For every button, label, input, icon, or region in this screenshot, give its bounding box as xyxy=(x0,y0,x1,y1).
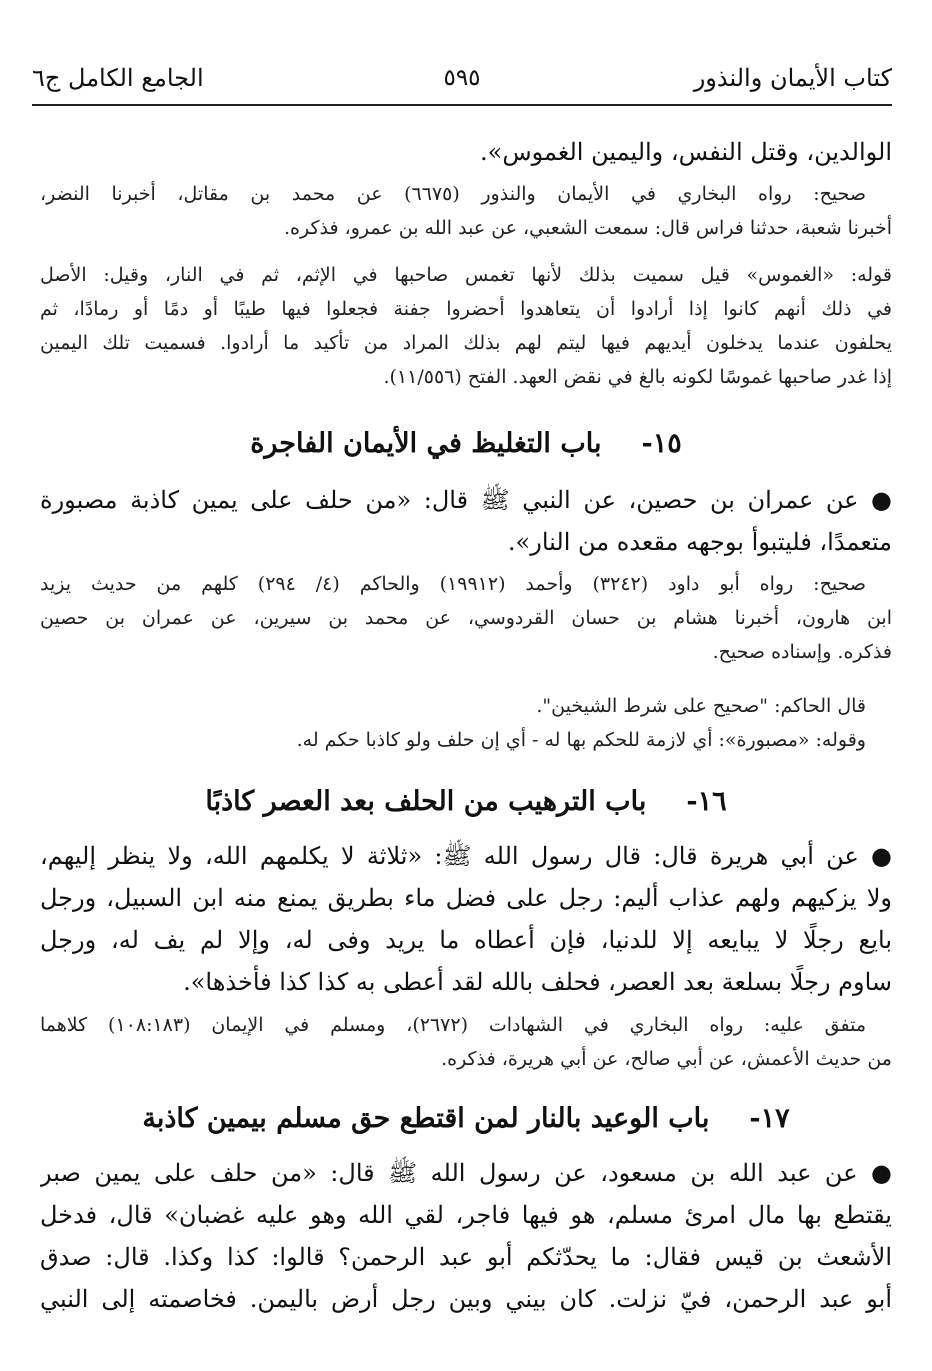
gloss-line: قوله: «الغموس» قيل سميت بذلك لأنها تغمس صاحبها في الإثم، ثم في النار، وقيل: الأصل xyxy=(40,264,892,286)
hadith-line: بايع رجلًا لا يبايعه إلا للدنيا، فإن أعطاه ما يريد وفى له، وإلا لم يف له، ورجل xyxy=(40,926,892,954)
hadith-line: ● عن عبد الله بن مسعود، عن رسول الله ﷺ قال: «من حلف على يمين صبر xyxy=(40,1159,892,1187)
chapter-heading-17 xyxy=(40,1097,892,1141)
book-title: الجامع الكامل ج٦ xyxy=(32,64,204,92)
gloss-line: إذا غدر صاحبها غموسًا لكونه بالغ في نقض العهد. الفتح (١١/٥٥٦). xyxy=(383,366,892,388)
takhrij-line: فذكره. وإسناده صحيح. xyxy=(712,641,892,663)
hadith-line: الوالدين، وقتل النفس، واليمين الغموس». xyxy=(480,138,892,166)
hadith-text xyxy=(40,479,892,563)
page-number: ٥٩٥ xyxy=(443,65,481,91)
hadith-line: ولا يزكيهم ولهم عذاب أليم: رجل على فضل ماء بطريق يمنع منه ابن السبيل، ورجل xyxy=(40,884,892,912)
gloss-line: يحلفون عندما يدخلون أيديهم فيها ليتم لهم بذلك المراد من تأكيد ما أرادوا. فسميت تلك اليمين xyxy=(40,332,892,354)
running-header xyxy=(32,60,892,106)
hadith-line: أبو عبد الرحمن، فيّ نزلت. كان بيني وبين رجل أرض باليمن. فخاصمته إلى النبي xyxy=(40,1285,892,1313)
chapter-number: ١٥- xyxy=(641,428,682,459)
takhrij-line: ابن هارون، أخبرنا هشام بن حسان القردوسي، عن محمد بن سيرين، عن عمران بن حصين xyxy=(40,607,892,629)
takhrij-line: صحيح: رواه أبو داود (٣٢٤٢) وأحمد (١٩٩١٢) والحاكم (٤/ ٢٩٤) كلهم من حديث يزيد xyxy=(40,573,866,595)
hadith-text xyxy=(40,835,892,1003)
hadith-text xyxy=(40,131,892,173)
takhrij-line: صحيح: رواه البخاري في الأيمان والنذور (٦٦٧٥) عن محمد بن مقاتل، أخبرنا النضر، xyxy=(40,183,866,205)
hadith-line: ● عن أبي هريرة قال: قال رسول الله ﷺ: «ثلاثة لا يكلمهم الله، ولا ينظر إليهم، xyxy=(40,842,892,870)
note-line: وقوله: «مصبورة»: أي لازمة للحكم بها له - أي إن حلف ولو كاذبا حكم له. xyxy=(296,729,866,751)
hadith-line: يقتطع بها مال امرئ مسلم، هو فيها فاجر، لقي الله وهو عليه غضبان» قال، فدخل xyxy=(40,1201,892,1229)
gloss-line: في ذلك أنهم كانوا إذا أرادوا أن يتعاهدوا أحضروا جفنة فجعلوا فيها طيبًا أو دمًا أو رمادًا، ثم xyxy=(40,298,892,320)
hadith-line: متعمدًا، فليتبوأ بوجهه مقعده من النار». xyxy=(507,528,892,556)
takhrij-line: متفق عليه: رواه البخاري في الشهادات (٢٦٧٢)، ومسلم في الإيمان (١٠٨:١٨٣) كلاهما xyxy=(40,1014,867,1036)
chapter-title: باب الترهيب من الحلف بعد العصر كاذبًا xyxy=(205,786,647,817)
takhrij-note xyxy=(40,567,892,669)
chapter-number: ١٧- xyxy=(749,1103,790,1134)
chapter-title: باب التغليظ في الأيمان الفاجرة xyxy=(250,428,602,459)
takhrij-note xyxy=(40,177,892,245)
gloss-note xyxy=(40,258,892,394)
chapter-title: باب الوعيد بالنار لمن اقتطع حق مسلم بيمين كاذبة xyxy=(142,1103,710,1134)
chapter-number: ١٦- xyxy=(686,786,727,817)
hadith-text xyxy=(40,1152,892,1320)
takhrij-line: أخبرنا شعبة، حدثنا فراس قال: سمعت الشعبي، عن عبد الله بن عمرو، فذكره. xyxy=(283,217,892,239)
scholar-notes xyxy=(40,689,892,757)
chapter-heading-16 xyxy=(40,780,892,824)
book-section-title: كتاب الأيمان والنذور xyxy=(693,64,892,92)
hadith-line: ساوم رجلًا بسلعة بعد العصر، فحلف بالله لقد أعطى به كذا كذا فأخذها». xyxy=(183,968,892,996)
note-line: قال الحاكم: "صحيح على شرط الشيخين". xyxy=(536,695,866,717)
chapter-heading-15 xyxy=(40,422,892,466)
hadith-line: ● عن عمران بن حصين، عن النبي ﷺ قال: «من حلف على يمين كاذبة مصبورة xyxy=(40,486,892,514)
takhrij-note xyxy=(40,1008,892,1076)
hadith-line: الأشعث بن قيس فقال: ما يحدّثكم أبو عبد الرحمن؟ قالوا: كذا وكذا. قال: صدق xyxy=(40,1243,892,1271)
takhrij-line: من حديث الأعمش، عن أبي صالح، عن أبي هريرة، فذكره. xyxy=(441,1048,892,1070)
